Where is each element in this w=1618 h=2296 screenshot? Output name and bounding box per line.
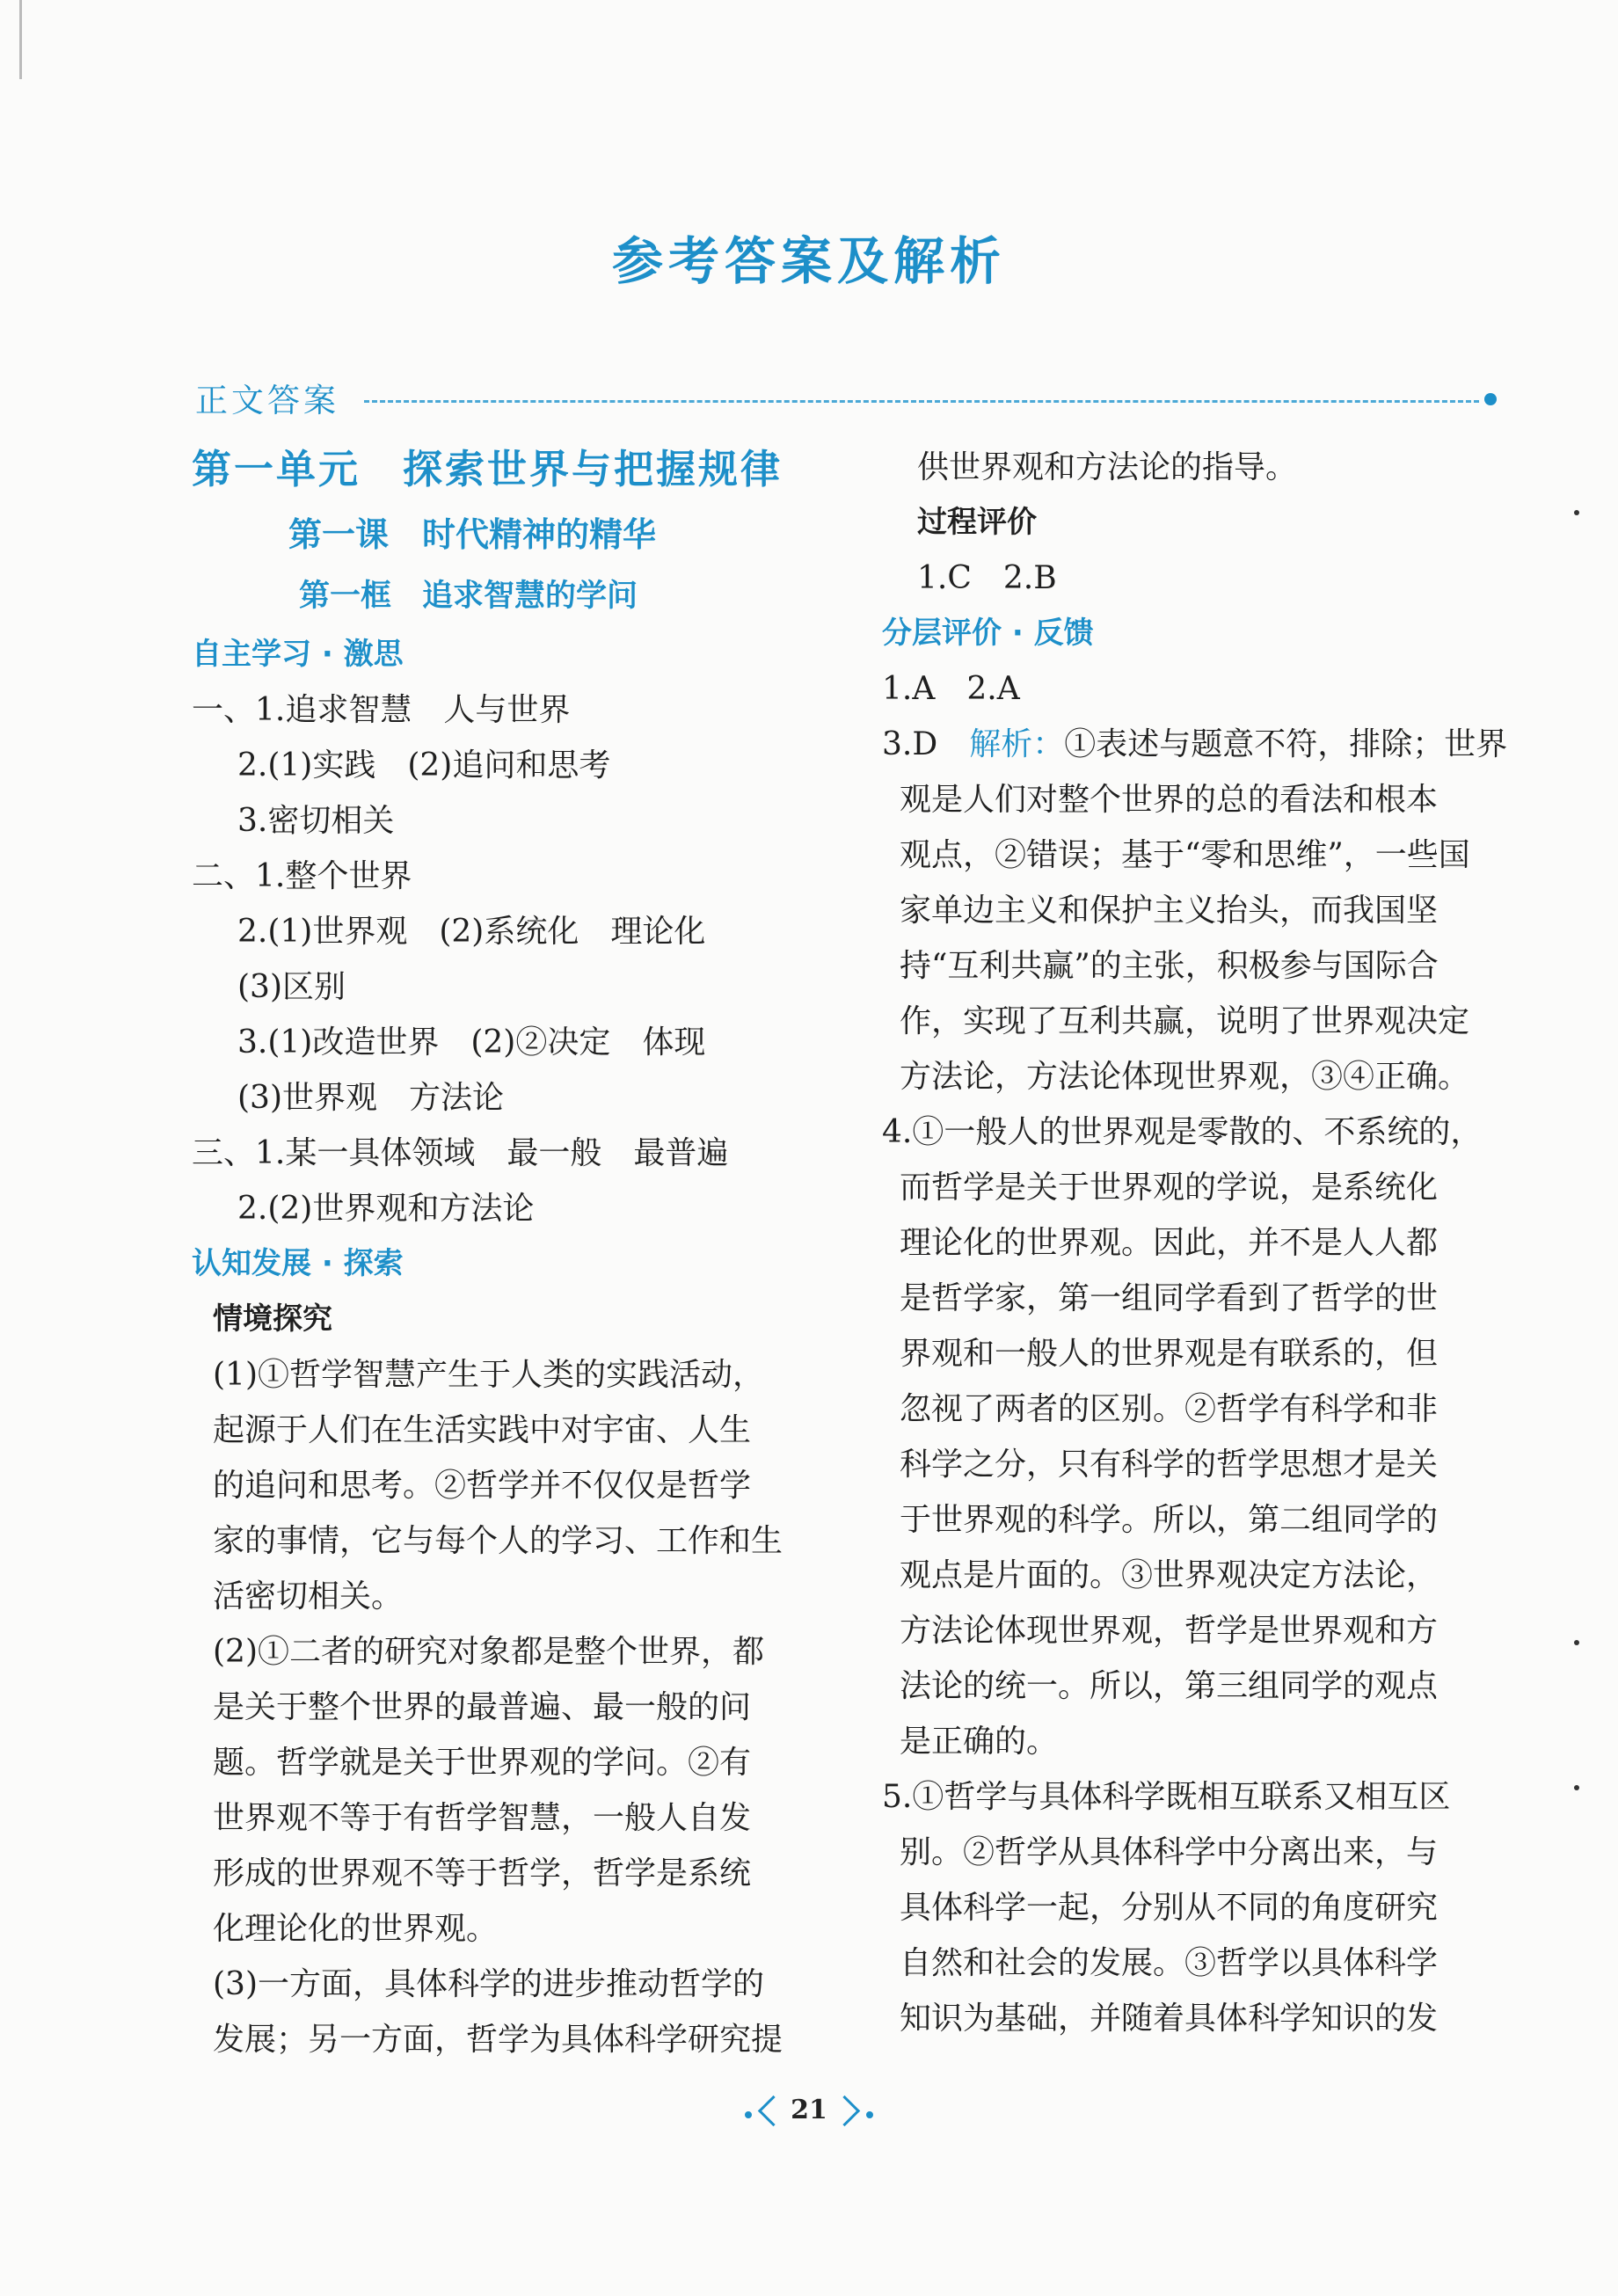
unit-heading: 第一单元 探索世界与把握规律 (192, 446, 783, 492)
paragraph-line: 是正确的。 (900, 1724, 1059, 1760)
paragraph-line: 而哲学是关于世界观的学说，是系统化 (900, 1170, 1439, 1206)
paragraph-line: 观点，②错误；基于“零和思维”，一些国 (900, 837, 1470, 873)
paragraph-line: 家单边主义和保护主义抬头，而我国坚 (900, 893, 1439, 929)
section-label: 正文答案 (195, 382, 339, 419)
answer-line: 2.(1)世界观 (2)系统化 理论化 (237, 914, 706, 950)
paragraph-line: 活密切相关。 (213, 1578, 404, 1614)
analysis-text: ①表述与题意不符，排除；世界 (1064, 726, 1508, 762)
paragraph-line: 化理论化的世界观。 (213, 1911, 499, 1947)
section-divider (364, 400, 1479, 403)
paragraph-line: 世界观不等于有哲学智慧，一般人自发 (213, 1800, 752, 1836)
paragraph-line: 的追问和思考。②哲学并不仅仅是哲学 (213, 1468, 752, 1504)
paragraph-line: 作，实现了互利共赢，说明了世界观决定 (900, 1003, 1470, 1039)
answer-line: 二、1.整个世界 (192, 858, 412, 894)
page-title: 参考答案及解析 (611, 231, 1006, 291)
paragraph-line: 发展；另一方面，哲学为具体科学研究提 (213, 2022, 783, 2058)
paragraph-line: (1)①哲学智慧产生于人类的实践活动， (213, 1357, 764, 1393)
subsection-heading: 过程评价 (917, 505, 1037, 540)
paragraph-line: 题。哲学就是关于世界观的学问。②有 (213, 1745, 752, 1781)
frame-heading: 第一框 追求智慧的学问 (299, 579, 638, 614)
answer-line: (3)区别 (237, 969, 346, 1005)
paragraph-line: 忽视了两者的区别。②哲学有科学和非 (900, 1391, 1439, 1427)
paragraph-line: 于世界观的科学。所以，第二组同学的 (900, 1502, 1439, 1538)
paragraph-line: 观点是片面的。③世界观决定方法论， (900, 1557, 1439, 1593)
paragraph-line: 持“互利共赢”的主张，积极参与国际合 (900, 948, 1439, 984)
answer-line: (3)世界观 方法论 (237, 1080, 504, 1116)
paragraph-line: 5.①哲学与具体科学既相互联系又相互区 (882, 1779, 1451, 1815)
paragraph-line: 法论的统一。所以，第三组同学的观点 (900, 1668, 1439, 1704)
paragraph-line: (3)一方面，具体科学的进步推动哲学的 (213, 1966, 764, 2002)
page-number (761, 2093, 857, 2127)
answer-line: 3.密切相关 (237, 803, 395, 839)
margin-dot (1574, 510, 1579, 515)
subsection-heading: 情境探究 (213, 1301, 332, 1337)
subsection-heading: 分层评价 · 反馈 (882, 616, 1094, 651)
lesson-heading: 第一课 时代精神的精华 (288, 515, 657, 554)
section-dot-icon (1484, 393, 1497, 405)
margin-dot (1574, 1785, 1579, 1790)
analysis-tag: 解析： (969, 726, 1065, 762)
subsection-heading: 认知发展 · 探索 (192, 1246, 404, 1281)
section-header (195, 374, 1497, 418)
subsection-heading: 自主学习 · 激思 (192, 637, 404, 672)
paragraph-line: 是哲学家，第一组同学看到了哲学的世 (900, 1280, 1439, 1316)
paragraph-line: 形成的世界观不等于哲学，哲学是系统 (213, 1855, 752, 1891)
answer-line: 2.(1)实践 (2)追问和思考 (237, 747, 611, 784)
page-number-text: 21 (791, 2095, 827, 2125)
answer-line: 三、1.某一具体领域 最一般 最普遍 (192, 1135, 729, 1171)
page-number-block (0, 2093, 1618, 2127)
paragraph-line: 知识为基础，并随着具体科学知识的发 (900, 2001, 1439, 2037)
paragraph-line: 方法论体现世界观，哲学是世界观和方 (900, 1613, 1439, 1649)
paragraph-line: 界观和一般人的世界观是有联系的，但 (900, 1336, 1439, 1372)
paragraph-line: 科学之分，只有科学的哲学思想才是关 (900, 1447, 1439, 1483)
margin-dot (1574, 1640, 1579, 1645)
paragraph-line: 家的事情，它与每个人的学习、工作和生 (213, 1523, 783, 1559)
paragraph-line: 方法论，方法论体现世界观，③④正确。 (900, 1059, 1470, 1095)
answer-number: 3.D (882, 726, 970, 762)
paragraph-line: 是关于整个世界的最普遍、最一般的问 (213, 1689, 752, 1725)
paragraph-line: 4.①一般人的世界观是零散的、不系统的， (882, 1114, 1483, 1150)
answer-line (882, 717, 1508, 772)
paragraph-line: 理论化的世界观。因此，并不是人人都 (900, 1225, 1439, 1261)
right-column (882, 440, 1508, 2046)
page-dot-icon (866, 2111, 873, 2118)
scan-edge-line (19, 0, 22, 79)
paragraph-line: 观是人们对整个世界的总的看法和根本 (900, 782, 1439, 818)
answer-line: 1.C 2.B (917, 560, 1057, 596)
answer-line: 2.(2)世界观和方法论 (237, 1191, 535, 1227)
paragraph-line: 起源于人们在生活实践中对宇宙、人生 (213, 1412, 752, 1448)
answer-line: 3.(1)改造世界 (2)②决定 体现 (237, 1024, 706, 1061)
page-dot-icon (745, 2111, 752, 2118)
answer-line: 一、1.追求智慧 人与世界 (192, 692, 571, 728)
paragraph-line: 具体科学一起，分别从不同的角度研究 (900, 1890, 1439, 1926)
left-column (192, 435, 807, 2067)
paragraph-line: 供世界观和方法论的指导。 (917, 449, 1298, 485)
answer-line: 1.A 2.A (882, 671, 1020, 707)
paragraph-line: 自然和社会的发展。③哲学以具体科学 (900, 1945, 1439, 1981)
paragraph-line: (2)①二者的研究对象都是整个世界，都 (213, 1634, 764, 1670)
paragraph-line: 别。②哲学从具体科学中分离出来，与 (900, 1834, 1439, 1870)
